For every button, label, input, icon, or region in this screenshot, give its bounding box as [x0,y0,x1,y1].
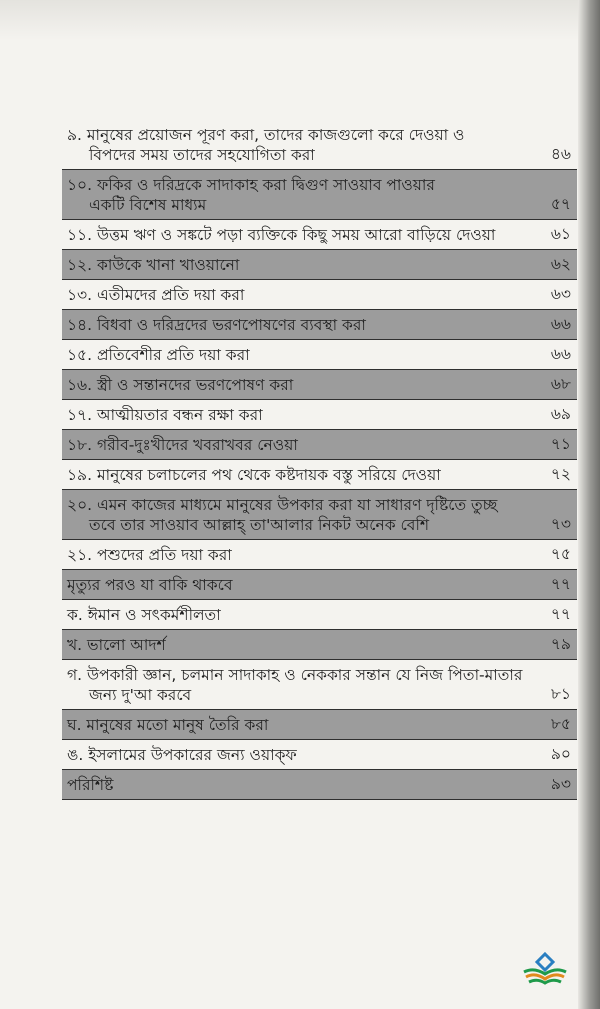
toc-entry-page-number: ৭৯ [550,635,571,653]
toc-entry-title-line: ১৫. প্রতিবেশীর প্রতি দয়া করা [67,346,250,364]
toc-entry-page-number: ৭২ [550,465,571,483]
toc-entry-title-line: ১২. কাউকে খানা খাওয়ানো [67,256,240,274]
toc-entry [62,660,577,710]
toc-entry-page-number: ৬৮ [550,375,571,393]
toc-entry [62,770,577,800]
toc-entry-title-line: ৯. মানুষের প্রয়োজন পূরণ করা, তাদের কাজগুলো করে দেওয়া ও [67,126,465,144]
toc-entry [62,280,577,310]
toc-entry-page-number: ৬৬ [550,345,571,363]
toc-entry-title-line: একটি বিশেষ মাধ্যম [89,196,207,214]
toc-entry-title-line: ১৭. আত্মীয়তার বন্ধন রক্ষা করা [67,406,263,424]
page-top-shadow [0,0,578,40]
toc-entry-title-line: বিপদের সময় তাদের সহযোগিতা করা [89,146,315,164]
toc-entry-page-number: ৭৭ [550,575,571,593]
toc-entry-page-number: ৭৫ [550,545,571,563]
toc-entry-title-line: ২০. এমন কাজের মাধ্যমে মানুষের উপকার করা যা সাধারণ দৃষ্টিতে তুচ্ছ [67,496,498,514]
toc-entry-page-number: ৬৬ [550,315,571,333]
toc-entry [62,710,577,740]
table-of-contents [62,120,577,800]
toc-entry [62,170,577,220]
toc-entry [62,220,577,250]
toc-entry-page-number: ৭৩ [550,515,571,533]
toc-entry-page-number: ৮১ [550,685,571,703]
toc-entry-page-number: ৬১ [550,225,571,243]
toc-entry-page-number: ৯৩ [550,775,571,793]
toc-entry-page-number: ৬৯ [550,405,571,423]
toc-entry-page-number: ৭১ [550,435,571,453]
toc-entry-title-line: ১৮. গরীব-দুঃখীদের খবরাখবর নেওয়া [67,436,298,454]
toc-entry [62,460,577,490]
toc-entry [62,310,577,340]
toc-entry [62,430,577,460]
toc-entry [62,340,577,370]
toc-entry-title-line: ২১. পশুদের প্রতি দয়া করা [67,546,232,564]
publisher-logo-icon [520,950,570,990]
toc-entry [62,490,577,540]
toc-entry-title-line: ঘ. মানুষের মতো মানুষ তৈরি করা [67,716,269,734]
toc-entry-title-line: মৃত্যুর পরও যা বাকি থাকবে [67,576,233,594]
toc-entry-title-line: ক. ঈমান ও সৎকর্মশীলতা [67,606,221,624]
toc-entry-title-line: গ. উপকারী জ্ঞান, চলমান সাদাকাহ ও নেককার সন্তান যে নিজ পিতা-মাতার [67,666,523,684]
toc-entry [62,570,577,600]
toc-entry-page-number: ৪৬ [550,145,571,163]
toc-entry [62,740,577,770]
toc-entry-title-line: জন্য দু'আ করবে [89,686,192,704]
toc-entry-title-line: ১৩. এতীমদের প্রতি দয়া করা [67,286,245,304]
toc-entry [62,400,577,430]
toc-entry [62,630,577,660]
toc-entry [62,370,577,400]
toc-entry-title-line: পরিশিষ্ট [67,776,114,794]
toc-entry [62,250,577,280]
toc-entry-page-number: ৬৩ [550,285,571,303]
toc-entry-title-line: তবে তার সাওয়াব আল্লাহ্ তা'আলার নিকট অনেক বেশি [89,516,430,534]
toc-entry-title-line: ১৯. মানুষের চলাচলের পথ থেকে কষ্টদায়ক বস্তু সরিয়ে দেওয়া [67,466,441,484]
toc-entry-title-line: ১৪. বিধবা ও দরিদ্রদের ভরণপোষণের ব্যবস্থা করা [67,316,366,334]
toc-entry-title-line: খ. ভালো আদর্শ [67,636,166,654]
toc-entry-page-number: ৭৭ [550,605,571,623]
toc-entry-title-line: ১১. উত্তম ঋণ ও সঙ্কটে পড়া ব্যক্তিকে কিছু সময় আরো বাড়িয়ে দেওয়া [67,226,496,244]
toc-entry [62,120,577,170]
book-spine-shadow [578,0,600,1009]
toc-entry-page-number: ৬২ [550,255,571,273]
toc-entry-page-number: ৯০ [550,745,571,763]
toc-entry-title-line: ঙ. ইসলামের উপকারের জন্য ওয়াক্ফ [67,746,297,764]
toc-entry-page-number: ৫৭ [550,195,571,213]
toc-entry-page-number: ৮৫ [550,715,571,733]
toc-entry [62,600,577,630]
toc-entry [62,540,577,570]
toc-entry-title-line: ১৬. স্ত্রী ও সন্তানদের ভরণপোষণ করা [67,376,294,394]
toc-entry-title-line: ১০. ফকির ও দরিদ্রকে সাদাকাহ করা দ্বিগুণ সাওয়াব পাওয়ার [67,176,435,194]
